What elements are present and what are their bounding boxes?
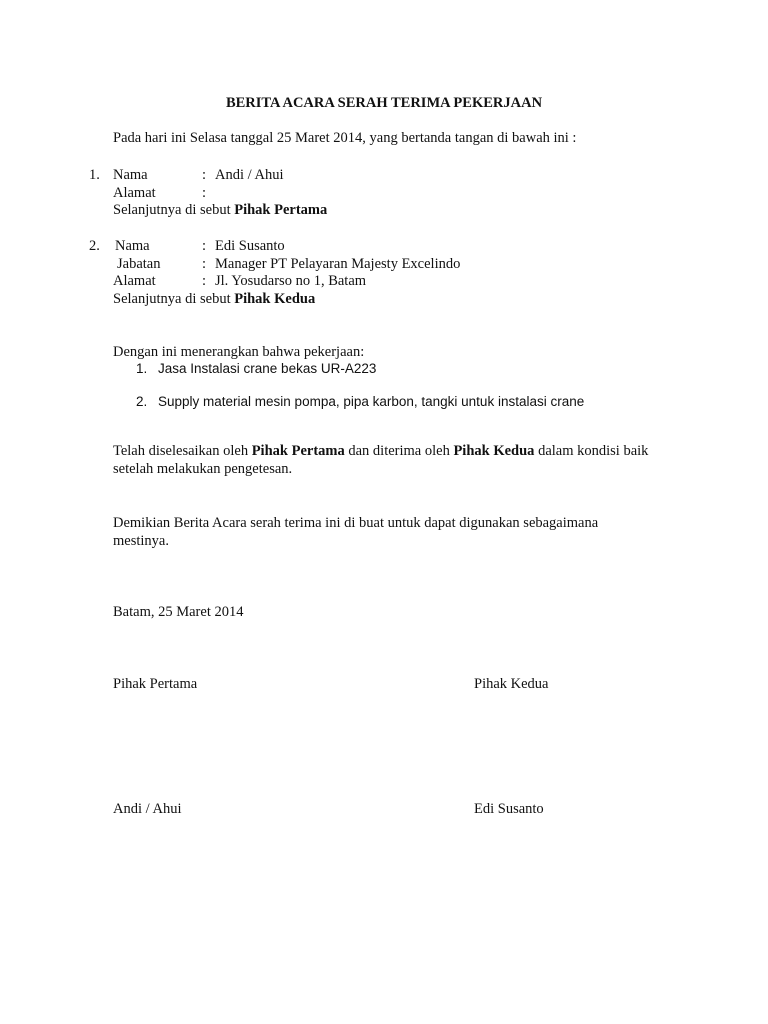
signature-left-name: Andi / Ahui <box>113 801 182 817</box>
completion-text-2: dan diterima oleh <box>344 443 454 459</box>
completion-text-3: dalam kondisi baik setelah melakukan pengetesan. <box>113 443 649 477</box>
place-date: Batam, 25 Maret 2014 <box>113 604 244 620</box>
party1-referred <box>113 201 327 219</box>
work-item-text: Jasa Instalasi crane bekas UR-A223 <box>158 361 377 376</box>
party1-name-label: Nama <box>113 167 148 183</box>
party2-address-label: Alamat <box>113 273 156 289</box>
intro-text: Pada hari ini Selasa tanggal 25 Maret 2014, yang bertanda tangan di bawah ini : <box>113 130 577 146</box>
party1-address-colon: : <box>202 185 207 201</box>
party2-address-value: Jl. Yosudarso no 1, Batam <box>215 273 367 289</box>
party2-referred <box>113 290 315 308</box>
party2-number: 2. <box>89 238 100 254</box>
signature-right-role: Pihak Kedua <box>474 676 549 692</box>
signature-left-role: Pihak Pertama <box>113 676 198 692</box>
completion-text-1: Telah diselesaikan oleh <box>113 443 252 459</box>
party2-name-value: Edi Susanto <box>215 238 285 254</box>
party1-name-value: Andi / Ahui <box>215 167 284 183</box>
completion-paragraph <box>113 442 653 478</box>
completion-party1: Pihak Pertama <box>251 443 345 459</box>
party2-referred-name: Pihak Kedua <box>234 291 316 307</box>
signature-right-name: Edi Susanto <box>474 801 544 817</box>
party2-position-label: Jabatan <box>117 256 161 272</box>
work-item-text: Supply material mesin pompa, pipa karbon, tangki untuk instalasi crane <box>158 394 585 409</box>
party2-name-label: Nama <box>115 238 150 254</box>
party2-position-value: Manager PT Pelayaran Majesty Excelindo <box>215 256 461 272</box>
work-item-number: 2. <box>136 394 148 409</box>
work-intro: Dengan ini menerangkan bahwa pekerjaan: <box>113 344 365 360</box>
completion-party2: Pihak Kedua <box>453 443 535 459</box>
work-item-number: 1. <box>136 361 148 376</box>
party2-position-colon: : <box>202 256 207 272</box>
document-title: BERITA ACARA SERAH TERIMA PEKERJAAN <box>225 95 543 111</box>
party2-address-colon: : <box>202 273 207 289</box>
party2-referred-prefix: Selanjutnya di sebut <box>113 291 235 307</box>
party1-name-colon: : <box>202 167 207 183</box>
party2-name-colon: : <box>202 238 207 254</box>
closing-paragraph: Demikian Berita Acara serah terima ini di buat untuk dapat digunakan sebagaimana mestinya. <box>113 515 599 549</box>
party1-address-label: Alamat <box>113 185 156 201</box>
party1-referred-name: Pihak Pertama <box>234 202 328 218</box>
party1-number: 1. <box>89 167 100 183</box>
party1-referred-prefix: Selanjutnya di sebut <box>113 202 235 218</box>
